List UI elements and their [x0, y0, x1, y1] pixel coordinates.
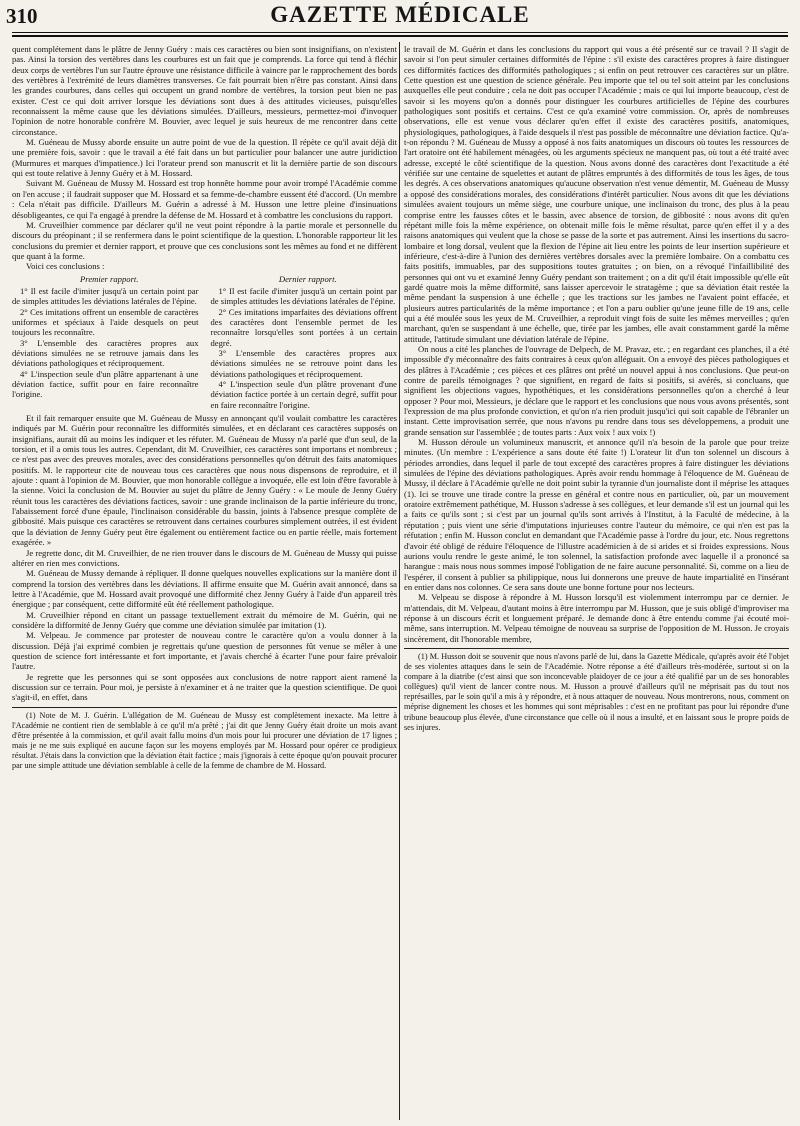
paragraph: Suivant M. Guéneau de Mussy M. Hossard est trop honnête homme pour avoir trompé l'Académie comme on l'en accuse ; il faudrait supposer que M. Hossard et sa femme-de-chambre eussent été d'accord. (Un membre : Cela n'était pas difficile. D'ailleurs M. Guérin a adressé à M. Husson une lettre pleine d'insinuations désobligeantes, ce qui l'a engagé à prendre la défense de M. Hossard et à combattre les conclusions du rapport.	[12, 178, 397, 220]
paragraph: Et il fait remarquer ensuite que M. Guéneau de Mussy en annonçant qu'il voulait combattre les caractères indiqués par M. Guérin pour reconnaître les difformités simulées, et en déclarant ces caractères supposés on insignifians, aurait dû au moins les indiquer et les réfuter. M. Guéneau de Mussy n'a parlé que d'un seul, de la torsion, et il a omis tous les autres. Cependant, dit M. Cruveilhier, ces caractères sont importans et nombreux ; ce n'est pas avec des preuves morales, avec des considérations personnelles qu'on détruit des faits anatomiques positifs. M. le rapporteur cite de nouveau tous ces caractères que nous nous dispensons de reproduire, et il ajoute : quant à l'opinion de M. Bouvier, que mon honorable collègue a invoquée, elle est loin d'être favorable à la sienne. Voici la conclusion de M. Bouvier au sujet du plâtre de Jenny Guéry : « Le moule de Jenny Guéry réunit tous les caractères des déviations factices, savoir : une grande inclinaison de la partie inférieure du tronc, l'abaissement forcé d'une épaule, l'inclinaison considérable du bassin, joints à l'absence presque complète de gibbosité. Mais puisque ces caractères se retrouvent dans certaines courbures simplement outrées, il est évident que la déviation de Jenny Guéry peut être également ou entièrement factice ou en partie réelle, mais fortement exagérée. »	[12, 413, 397, 548]
footnote	[404, 652, 789, 733]
column-divider	[399, 42, 400, 1120]
last-report-heading: Dernier rapport.	[278, 273, 337, 284]
conclusion-item: 4° L'inspection seule d'un plâtre appartenant à une déviation factice, suffit pour en faire reconnaître l'origine.	[12, 368, 199, 400]
header-rule-thick	[12, 35, 788, 37]
conclusion-item: 2° Ces imitations offrent un ensemble de caractères uniformes et spéciaux à l'aide desquels on peut toujours les reconnaître.	[12, 306, 199, 338]
conclusion-item: 3° L'ensemble des caractères propres aux déviations simulées ne se retrouve jamais dans les déviations pathologiques et réciproquement.	[12, 337, 199, 369]
conclusion-item: 4° L'inspection seule d'un plâtre provenant d'une déviation factice portée à un certain degré, suffit pour en faire reconnaître l'origine.	[210, 379, 397, 410]
footnote-text: (1) Note de M. J. Guérin. L'allégation de M. Guéneau de Mussy est complètement inexacte. Ma lettre à l'Académie ne contient rien de semblable à ce qu'il m'a prêté ; j'ai dit que Jenny Guéry était droite un mois avant d'être présentée à la commission, et qu'il avait fallu moins d'un mois pour lui procurer une déviation de 17 lignes ; mais je ne me suis expliqué en aucune façon sur les moyens employés par M. Hossard pour opérer ce prodigieux résultat. J'étais dans la conviction que la déviation était factice ; mais j'ignorais à cette époque qu'on pouvait procurer par une simple attitude une déviation semblable à celle de la femme de chambre de M. Hossard.	[12, 710, 397, 771]
paragraph: M. Husson déroule un volumineux manuscrit, et annonce qu'il n'a besoin de la parole que pour treize minutes. (Un membre : L'expérience a sans doute été faite !) L'orateur lit d'un ton solennel un discours à périodes arrondies, dans lequel il parle de tout excepté des caractères propres à faire distinguer les déviations simulées de l'épine des déviations pathologiques. Après avoir rendu hommage à l'éloquence de M. Guéneau de Mussy, il déclare à l'Académie qu'elle ne doit point subir la tyrannie d'un journaliste dont il méprise les attaques (1). Ici se trouve une tirade contre la presse en général et contre nous en particulier, où, par un mouvement oratoire extrêmement pathétique, M. Husson s'adresse à ses collègues, et leur demande s'il est un journal qui les a faits ce qu'ils sont ; si c'est par un journal qu'ils sont arrivés à l'Institut, à la Faculté de médecine, à la réputation ; puis vient une série d'imputations injurieuses contre l'auteur du mémoire, ce qui n'en est pas la réfutation ; enfin M. Husson conclut en demandant que l'Académie passe à l'ordre du jour, etc. Nous regrettons d'avoir été obligé de réduire l'éloquence de l'illustre académicien à de si arides et si froides expressions. Nous aurions voulu rendre le geste animé, le ton solennel, la satisfaction profonde avec laquelle il a prononcé sa harangue : mais nous nous sommes imposé l'obligation de ne faire aucune personnalité. Si, comme on a lieu de l'espérer, il consent à publier sa philippique, nous lui donnerons une preuve de haute impartialité en l'insérant en entier dans nos colonnes. Ce sera sans doute une bonne fortune pour nos lecteurs.	[404, 437, 789, 592]
paragraph: M. Cruveilhier répond en citant un passage textuellement extrait du mémoire de M. Guérin, qui ne considère la difformité de Jenny Guéry que comme une déviation simulée par imitation (1).	[12, 609, 397, 630]
conclusion-item: 2° Ces imitations imparfaites des déviations offrent des caractères dont l'ensemble permet de les reconnaître lorsqu'elles sont portées à un certain degré.	[210, 306, 397, 348]
page-number: 310	[6, 4, 38, 28]
header-rule	[12, 32, 788, 33]
paragraph: M. Guéneau de Mussy demande à répliquer. Il donne quelques nouvelles explications sur la manière dont il comprend la torsion des vertèbres dans les déviations. Il affirme ensuite que M. Guérin avait annoncé, dans sa lettre à l'Académie, que M. Hossard avait provoqué une difformité chez Jenny Guéry à l'aide d'un appareil très énergique ; par conséquent, cette difformité eût été réellement pathologique.	[12, 568, 397, 610]
last-report-column	[211, 274, 398, 410]
paragraph: Je regrette que les personnes qui se sont opposées aux conclusions de notre rapport aient ramené la discussion sur ce terrain. Pour moi, je persiste à n'examiner et à ne traiter que la question scientifique. De quoi s'agit-il, en effet, dans	[12, 671, 397, 703]
footnote-text: (1) M. Husson doit se souvenir que nous n'avons parlé de lui, dans la Gazette Médicale, qu'après avoir été l'objet de ses violentes attaques dans le sein de l'Académie. Notre réponse a été d'ailleurs très-modérée, surtout si on la compare à la diatribe (c'est ainsi que son inconcevable plaidoyer de ce jour a été qualifié par un de ses honorables collègues) qu'il vient de lancer contre nous. M. Husson a prouvé d'ailleurs qu'il ne méprisait pas du tout nos représailles, par le soin qu'il a mis à y répondre, et à nous attaquer de nouveau. Nous montrerons, nous, comment on méprise dignement les choses et les hommes qui sont méprisables : c'est en ne profitant pas pour lui répondre d'une tribune beaucoup plus élevée, d'une circonstance que celle où il nous a insulté, et en laissant sous le propre poids de ses injures.	[404, 651, 789, 732]
left-column	[12, 44, 397, 1120]
conclusions-comparison	[12, 274, 397, 410]
right-column	[404, 44, 789, 1120]
paragraph: On nous a cité les planches de l'ouvrage de Delpech, de M. Pravaz, etc. ; en regardant ces planches, il a été impossible d'y méconnaître des faits contraires à ceux qu'on alléguait. On a envoyé des pièces pathologiques et des plâtres à l'Académie ; ces pièces et ces plâtres ont prêté un nouvel appui à nos conclusions. Que peut-on contre de pareils témoignages ? que signifient, en regard de faits si positifs, si avérés, si concluans, que signifient les objections vagues, hypothétiques, et les considérations personnelles qu'on a cherché à leur opposer ? Pour moi, Messieurs, je déclare que le rapport et les conclusions que nous vous avons présentés, sont l'expression de ma plus profonde conviction, et qu'on n'a rien produit jusqu'ici qui soit capable de l'ébranler un instant. Cette improvisation serrée, que nous n'avons pu rendre dans tous ses développemens, a produit une grande sensation sur l'assemblée ; de toutes parts : Aux voix ! aux voix !)	[404, 343, 789, 437]
conclusion-item: 3° L'ensemble des caractères propres aux déviations simulées ne se retrouve point dans les déviations pathologiques et réciproquement.	[210, 347, 397, 379]
paragraph: le travail de M. Guérin et dans les conclusions du rapport qui vous a été présenté sur ce travail ? Il s'agit de savoir si l'on peut simuler certaines difformités de l'épine : s'il existe des caractères propres à faire distinguer ces difformités factices des difformités pathologiques ; si enfin on peut retrouver ces caractères sur un plâtre. Cette question est une question de science générale. Peu importe que tel ou tel soit atteint par les conclusions auxquelles elle peut conduire ; cela ne doit pas occuper l'Académie ; mais ce qui lui importe beaucoup, c'est de savoir si les moyens qu'on a donnés pour distinguer les courbures artificielles de l'épine des courbures pathologiques sont positifs et certains. C'est ce qu'a examiné votre commission. Or, après de nombreuses observations, elle est venue vous déclarer qu'en effet il existe des caractères positifs, anatomiques, physiologiques, pathologiques, à l'aide desquels il n'est pas possible de méconnaître une déviation factice. Qu'a-t-on répondu ? M. Guéneau de Mussy a opposé à nos faits anatomiques un discours où toutes les ressources de l'art oratoire ont été habilement ménagées, où les arguments spécieux ne manquent pas, où tout a été traité avec adresse, excepté le côté scientifique de la question. Nous avons donné des caractères dont l'exactitude a été vérifiée sur une centaine de squelettes et autant de plâtres empruntés à des difformités de tous les âges, de tous les degrés. A ces observations anatomiques qu'aucune observation n'est venue démentir, M. Guéneau de Mussy a opposé des considérations morales, des considérations d'intérêt particulier. Nous avons dit que les déviations simulées avaient toujours un même siège, une courbure unique, une inclinaison du tronc, des plus à la peau comprise entre les fausses côtes et le bassin, avec absence de torsion, de gibbosité : nous avons dit qu'en répétant mille fois la même expérience, on obtenait mille fois le même résultat, parce qu'en effet il y a des raisons anatomiques qui veulent que la chose se passe de la sorte et pas autrement. Ainsi les insertions du sacro-lombaire et long dorsal, veulent que la flexion de l'épine ait lieu entre les points de leur insertion supérieure et inférieure, c'est-à-dire à l'union des dernières vertèbres dorsales avec la première lombaire. On a combattu ces faits positifs, immuables, par des suppositions toutes gratuites ; on bien, on a révoqué l'infaillibilité des personnes qui ont vu et examiné Jenny Guéry pendant son traitement ; on a dit qu'il était impossible qu'elle eût gardé quatre mois la même difformité, sans laisser apercevoir le stratagème ; que sa déviation était restée la même pendant la suspension à une échelle ; que les tractions sur les jambes ne l'avaient point effacée, et plusieurs autres particularités de la même importance ; et l'on a paru oublier qu'une jeune fille de 19 ans, celle qui a été moulée sous les yeux de M. Cruveilhier, a reproduit vingt fois de suite les mêmes merveilles ; qu'en marchant, qu'en se suspendant à une échelle, que, tirée par les jambes, elle avait constamment gardé la même attitude, l'attitude simulant une déviation latérale de l'épine.	[404, 44, 789, 344]
footnote	[12, 711, 397, 772]
paragraph: M. Guéneau de Mussy aborde ensuite un autre point de vue de la question. Il répète ce qu'il avait déjà dit une première fois, savoir : que le travail a été fait dans un but particulier pour balancer une autre juridiction (Murmures et marques d'impatience.) Ici l'orateur prend son manuscrit et lit la dernière partie de son discours qui est toute relative à Jenny Guéry et à M. Hossard.	[12, 137, 397, 179]
conclusion-item: 1° Il est facile d'imiter jusqu'à un certain point par de simples attitudes les déviations latérales de l'épine.	[12, 285, 199, 307]
paragraph: Je regrette donc, dit M. Cruveilhier, de ne rien trouver dans le discours de M. Guéneau de Mussy qui puisse altérer en rien mes convictions.	[12, 547, 397, 568]
paragraph: quent complétement dans le plâtre de Jenny Guéry : mais ces caractères ou bien sont insignifians, on n'existent pas. Ainsi la torsion des vertèbres dans les courbures est un fait que je comprends. La force qui tend à fléchir deux corps de vertèbres l'un sur l'autre éprouve une résistance difficile à vaincre par le rapprochement des bords des vertèbres à l'extrémité de leurs diamètres transverses. Ce fait pourrait bien n'être pas constant. Ainsi dans les grandes courbures, dans celles qui occupent un grand nombre de vertèbres, la torsion peut bien ne pas exister. C'est ce qui doit arriver lorsque les déviations sont dues à des attitudes vicieuses, puisqu'elles reconnaissent la même cause que les déviations simulées. D'ailleurs, messieurs, permettez-moi d'invoquer l'opinion de notre honorable confrère M. Bouvier, avec lequel je suis heureux de me rencontrer dans cette circonstance.	[12, 44, 397, 137]
first-report-heading: Premier rapport.	[80, 273, 139, 284]
paragraph: Voici ces conclusions :	[26, 261, 105, 272]
paragraph: M. Velpeau se dispose à répondre à M. Husson lorsqu'il est violemment interrompu par ce dernier. Je m'attendais, dit M. Velpeau, d'autant moins à être interrompu par M. Husson, que je suis obligé d'improviser ma réponse à un discours écrit et longuement préparé. Je demande donc à être entendu comme j'ai écouté moi-même, sans interruption. M. Velpeau témoigne de nouveau sa surprise de l'opposition de M. Husson. Je croyais sincèrement, dit l'honorable membre,	[404, 592, 789, 644]
footnote-rule	[12, 707, 397, 708]
conclusion-item: 1° Il est facile d'imiter jusqu'à un certain point par de simples attitudes les déviations latérales de l'épine.	[210, 285, 397, 307]
masthead-title: GAZETTE MÉDICALE	[270, 2, 530, 27]
paragraph: M. Velpeau. Je commence par protester de nouveau contre le caractère qu'on a voulu donner à la discussion. Déjà j'ai exprimé combien je regrettais qu'une question de personnes fût venue se mêler à une question de science fort intéressante et fort importante, et j'avais cherché à écarter l'une pour faire prévaloir l'autre.	[12, 630, 397, 672]
footnote-rule	[404, 648, 789, 649]
first-report-column	[12, 274, 199, 410]
paragraph: M. Cruveilhier commence par déclarer qu'il ne veut point répondre à la partie morale et personnelle du discours du préopinant ; il se renfermera dans le point scientifique de la question. L'honorable rapporteur lit les conclusions du premier et dernier rapport, et prouve que ces conclusions sont les mêmes au fond et ne diffèrent que quant à la forme.	[12, 219, 397, 261]
